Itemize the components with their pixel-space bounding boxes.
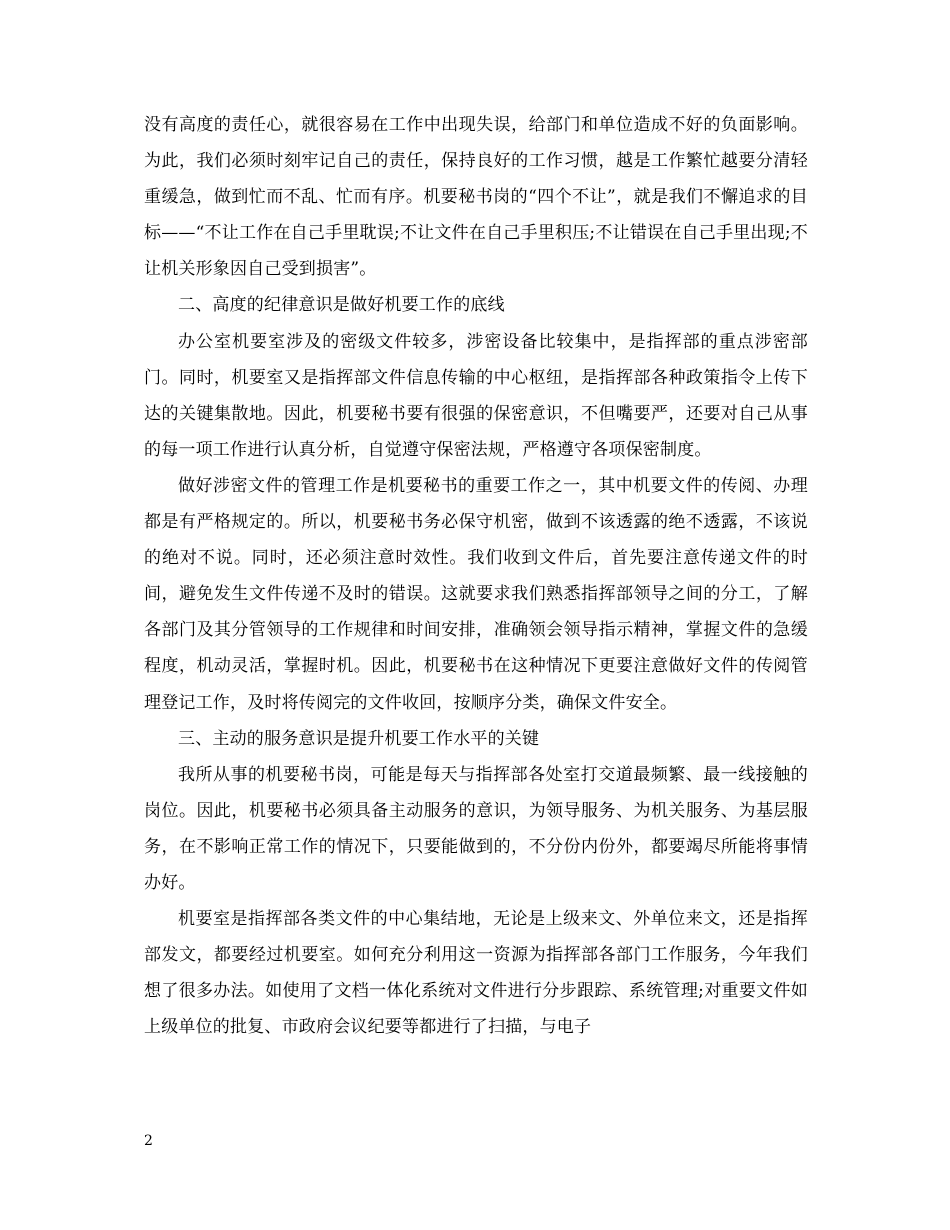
- page-number: 2: [144, 1133, 153, 1149]
- paragraph-document-management: 做好涉密文件的管理工作是机要秘书的重要工作之一，其中机要文件的传阅、办理都是有严格规定的。所以，机要秘书务必保守机密，做到不该透露的绝不透露，不该说的绝对不说。同时，还必须注意时效性。我们收到文件后，首先要注意传递文件的时间，避免发生文件传递不及时的错误。这就要求我们熟悉指挥部领导之间的分工，了解各部门及其分管领导的工作规律和时间安排，准确领会领导指示精神，掌握文件的急缓程度，机动灵活，掌握时机。因此，机要秘书在这种情况下更要注意做好文件的传阅管理登记工作，及时将传阅完的文件收回，按顺序分类，确保文件安全。: [144, 475, 808, 713]
- paragraph-document-center: 机要室是指挥部各类文件的中心集结地，无论是上级来文、外单位来文，还是指挥部发文，都要经过机要室。如何充分利用这一资源为指挥部各部门工作服务，今年我们想了很多办法。如使用了文档一体化系统对文件进行分步跟踪、系统管理;对重要文件如上级单位的批复、市政府会议纪要等都进行了扫描，与电子: [144, 909, 808, 1038]
- section-heading-service: 三、主动的服务意识是提升机要工作水平的关键: [178, 728, 540, 749]
- section-heading-discipline: 二、高度的纪律意识是做好机要工作的底线: [178, 295, 505, 316]
- paragraph-service-awareness: 我所从事的机要秘书岗，可能是每天与指挥部各处室打交道最频繁、最一线接触的岗位。因此，机要秘书必须具备主动服务的意识，为领导服务、为机关服务、为基层服务，在不影响正常工作的情况下，只要能做到的，不分份内份外，都要竭尽所能将事情办好。: [144, 764, 808, 893]
- document-body: [144, 107, 808, 1045]
- paragraph-responsibility: 没有高度的责任心，就很容易在工作中出现失误，给部门和单位造成不好的负面影响。为此，我们必须时刻牢记自己的责任，保持良好的工作习惯，越是工作繁忙越要分清轻重缓急，做到忙而不乱、忙而有序。机要秘书岗的“四个不让”，就是我们不懈追求的目标——“不让工作在自己手里耽误;不让文件在自己手里积压;不让错误在自己手里出现;不让机关形象因自己受到损害”。: [144, 115, 808, 280]
- paragraph-confidentiality: 办公室机要室涉及的密级文件较多，涉密设备比较集中，是指挥部的重点涉密部门。同时，机要室又是指挥部文件信息传输的中心枢纽，是指挥部各种政策指令上传下达的关键集散地。因此，机要秘书要有很强的保密意识，不但嘴要严，还要对自己从事的每一项工作进行认真分析，自觉遵守保密法规，严格遵守各项保密制度。: [144, 331, 808, 460]
